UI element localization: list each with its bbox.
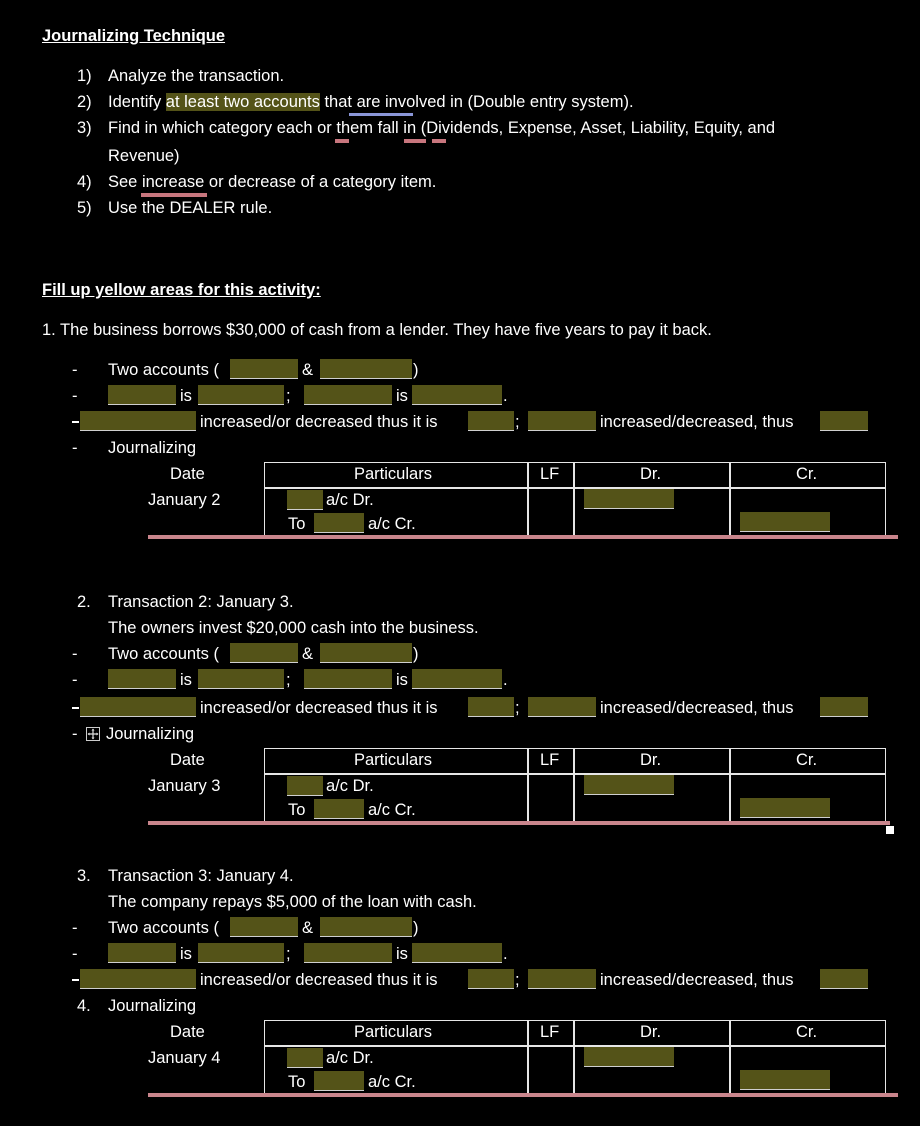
- col-date-header: Date: [170, 751, 205, 769]
- dash: -: [72, 439, 78, 457]
- debit-credit-a-field[interactable]: [468, 969, 514, 989]
- to-label: To: [288, 801, 306, 819]
- dr-amount-field[interactable]: [584, 1047, 674, 1067]
- close-paren: ): [413, 645, 419, 663]
- col-particulars-header: Particulars: [354, 751, 432, 769]
- col-dr-header: Dr.: [640, 1023, 662, 1041]
- transaction-3-num: 3.: [77, 867, 91, 885]
- to-label: To: [288, 1073, 306, 1091]
- account-1-field[interactable]: [230, 643, 298, 663]
- account-a-change-field[interactable]: [80, 969, 196, 989]
- col-particulars-header: Particulars: [354, 1023, 432, 1041]
- blue-spell-underline: [349, 113, 413, 116]
- is-label: is: [396, 945, 408, 963]
- account-b-change-field[interactable]: [528, 411, 596, 431]
- debit-credit-b-field[interactable]: [820, 969, 868, 989]
- credit-account-field[interactable]: [314, 513, 364, 533]
- section-divider: [148, 1093, 898, 1097]
- account-1-field[interactable]: [230, 359, 298, 379]
- account-a-field[interactable]: [108, 385, 176, 405]
- cr-amount-field[interactable]: [740, 798, 830, 818]
- period: .: [503, 671, 508, 689]
- spell-underline-them: [404, 139, 426, 143]
- ac-cr-label: a/c Cr.: [368, 515, 416, 533]
- is-label: is: [180, 945, 192, 963]
- account-a-change-field[interactable]: [80, 697, 196, 717]
- dash: -: [72, 725, 78, 743]
- bullet-dash: [72, 979, 79, 981]
- two-accounts-label: Two accounts (: [108, 919, 219, 937]
- semicolon: ;: [515, 971, 520, 989]
- step-4-num: 4): [77, 173, 92, 191]
- step-3-text: Find in which category each or them fall in (Dividends, Expense, Asset, Liability, Equity, and: [108, 119, 776, 137]
- col-date-header: Date: [170, 465, 205, 483]
- dr-amount-field[interactable]: [584, 489, 674, 509]
- bullet-dash: [72, 421, 79, 423]
- dash: -: [72, 361, 78, 379]
- table-move-handle-icon[interactable]: [86, 727, 100, 741]
- transaction-3-desc: The company repays $5,000 of the loan with cash.: [108, 893, 477, 911]
- two-accounts-label: Two accounts (: [108, 361, 219, 379]
- step-2-highlight: at least two accounts: [165, 93, 320, 111]
- step-4-text: See increase or decrease of a category item.: [108, 173, 437, 191]
- amp: &: [302, 361, 314, 379]
- activity-heading: Fill up yellow areas for this activity:: [42, 281, 321, 299]
- step-3-num: 3): [77, 119, 92, 137]
- debit-credit-a-field[interactable]: [468, 697, 514, 717]
- dash: -: [72, 919, 78, 937]
- step-1-text: Analyze the transaction.: [108, 67, 285, 85]
- two-accounts-label: Two accounts (: [108, 645, 219, 663]
- cr-amount-field[interactable]: [740, 512, 830, 532]
- section-divider: [148, 535, 898, 539]
- semicolon: ;: [286, 671, 291, 689]
- inc-dec-label: increased/or decreased thus it is: [200, 413, 438, 431]
- inc-dec-thus-label: increased/decreased, thus: [600, 971, 794, 989]
- account-a-change-field[interactable]: [80, 411, 196, 431]
- is-label: is: [396, 671, 408, 689]
- category-a-field[interactable]: [198, 669, 284, 689]
- col-lf-header: LF: [540, 751, 560, 769]
- account-b-field[interactable]: [304, 385, 392, 405]
- semicolon: ;: [286, 945, 291, 963]
- account-b-change-field[interactable]: [528, 969, 596, 989]
- col-date-value: January 2: [148, 491, 221, 509]
- account-a-field[interactable]: [108, 943, 176, 963]
- col-lf-header: LF: [540, 465, 560, 483]
- ac-dr-label: a/c Dr.: [326, 777, 374, 795]
- account-2-field[interactable]: [320, 643, 412, 663]
- table-resize-handle-icon[interactable]: [886, 826, 894, 834]
- col-lf-header: LF: [540, 1023, 560, 1041]
- step-2-pre: Identify: [108, 93, 166, 111]
- semicolon: ;: [515, 699, 520, 717]
- step-5-num: 5): [77, 199, 92, 217]
- step-2-text: [108, 92, 634, 112]
- close-paren: ): [413, 919, 419, 937]
- category-a-field[interactable]: [198, 385, 284, 405]
- category-b-field[interactable]: [412, 385, 502, 405]
- ac-cr-label: a/c Cr.: [368, 1073, 416, 1091]
- category-b-field[interactable]: [412, 943, 502, 963]
- is-label: is: [396, 387, 408, 405]
- credit-account-field[interactable]: [314, 799, 364, 819]
- account-2-field[interactable]: [320, 359, 412, 379]
- transaction-1-intro: 1. The business borrows $30,000 of cash from a lender. They have five years to pay it back.: [42, 321, 712, 339]
- account-b-field[interactable]: [304, 943, 392, 963]
- transaction-2-num: 2.: [77, 593, 91, 611]
- close-paren: ): [413, 361, 419, 379]
- ac-dr-label: a/c Dr.: [326, 1049, 374, 1067]
- page-title: Journalizing Technique: [42, 27, 226, 45]
- account-1-field[interactable]: [230, 917, 298, 937]
- col-date-value: January 4: [148, 1049, 221, 1067]
- debit-credit-b-field[interactable]: [820, 411, 868, 431]
- step-2-post: that are involved in (Double entry system).: [319, 93, 634, 111]
- debit-account-field[interactable]: [287, 490, 323, 510]
- debit-account-field[interactable]: [287, 776, 323, 796]
- semicolon: ;: [286, 387, 291, 405]
- account-b-change-field[interactable]: [528, 697, 596, 717]
- inc-dec-thus-label: increased/decreased, thus: [600, 413, 794, 431]
- account-2-field[interactable]: [320, 917, 412, 937]
- transaction-2-title: Transaction 2: January 3.: [108, 593, 294, 611]
- debit-credit-a-field[interactable]: [468, 411, 514, 431]
- col-cr-header: Cr.: [796, 465, 818, 483]
- category-b-field[interactable]: [412, 669, 502, 689]
- step-5-text: Use the DEALER rule.: [108, 199, 273, 217]
- col-particulars-header: Particulars: [354, 465, 432, 483]
- spell-underline-them-2: [432, 139, 446, 143]
- dr-amount-field[interactable]: [584, 775, 674, 795]
- journalizing-num: 4.: [77, 997, 91, 1015]
- inc-dec-thus-label: increased/decreased, thus: [600, 699, 794, 717]
- ac-dr-label: a/c Dr.: [326, 491, 374, 509]
- cr-amount-field[interactable]: [740, 1070, 830, 1090]
- period: .: [503, 387, 508, 405]
- transaction-3-title: Transaction 3: January 4.: [108, 867, 294, 885]
- debit-credit-b-field[interactable]: [820, 697, 868, 717]
- inc-dec-label: increased/or decreased thus it is: [200, 699, 438, 717]
- dash: -: [72, 387, 78, 405]
- category-a-field[interactable]: [198, 943, 284, 963]
- credit-account-field[interactable]: [314, 1071, 364, 1091]
- col-dr-header: Dr.: [640, 751, 662, 769]
- step-1-num: 1): [77, 67, 92, 85]
- semicolon: ;: [515, 413, 520, 431]
- journalizing-label: Journalizing: [108, 439, 197, 457]
- section-divider: [148, 821, 890, 825]
- step-2-num: 2): [77, 93, 92, 111]
- transaction-2-desc: The owners invest $20,000 cash into the business.: [108, 619, 479, 637]
- to-label: To: [288, 515, 306, 533]
- debit-account-field[interactable]: [287, 1048, 323, 1068]
- ac-cr-label: a/c Cr.: [368, 801, 416, 819]
- dash: -: [72, 945, 78, 963]
- bullet-dash: [72, 707, 79, 709]
- col-date-value: January 3: [148, 777, 221, 795]
- col-cr-header: Cr.: [796, 751, 818, 769]
- dash: -: [72, 645, 78, 663]
- amp: &: [302, 645, 314, 663]
- journalizing-label: Journalizing: [108, 997, 197, 1015]
- period: .: [503, 945, 508, 963]
- col-dr-header: Dr.: [640, 465, 662, 483]
- spell-underline-or: [335, 139, 349, 143]
- col-date-header: Date: [170, 1023, 205, 1041]
- account-b-field[interactable]: [304, 669, 392, 689]
- spell-underline-increase: [141, 193, 207, 197]
- col-cr-header: Cr.: [796, 1023, 818, 1041]
- inc-dec-label: increased/or decreased thus it is: [200, 971, 438, 989]
- account-a-field[interactable]: [108, 669, 176, 689]
- dash: -: [72, 671, 78, 689]
- amp: &: [302, 919, 314, 937]
- is-label: is: [180, 671, 192, 689]
- is-label: is: [180, 387, 192, 405]
- journalizing-label: Journalizing: [106, 725, 195, 743]
- step-3-cont: Revenue): [108, 147, 180, 165]
